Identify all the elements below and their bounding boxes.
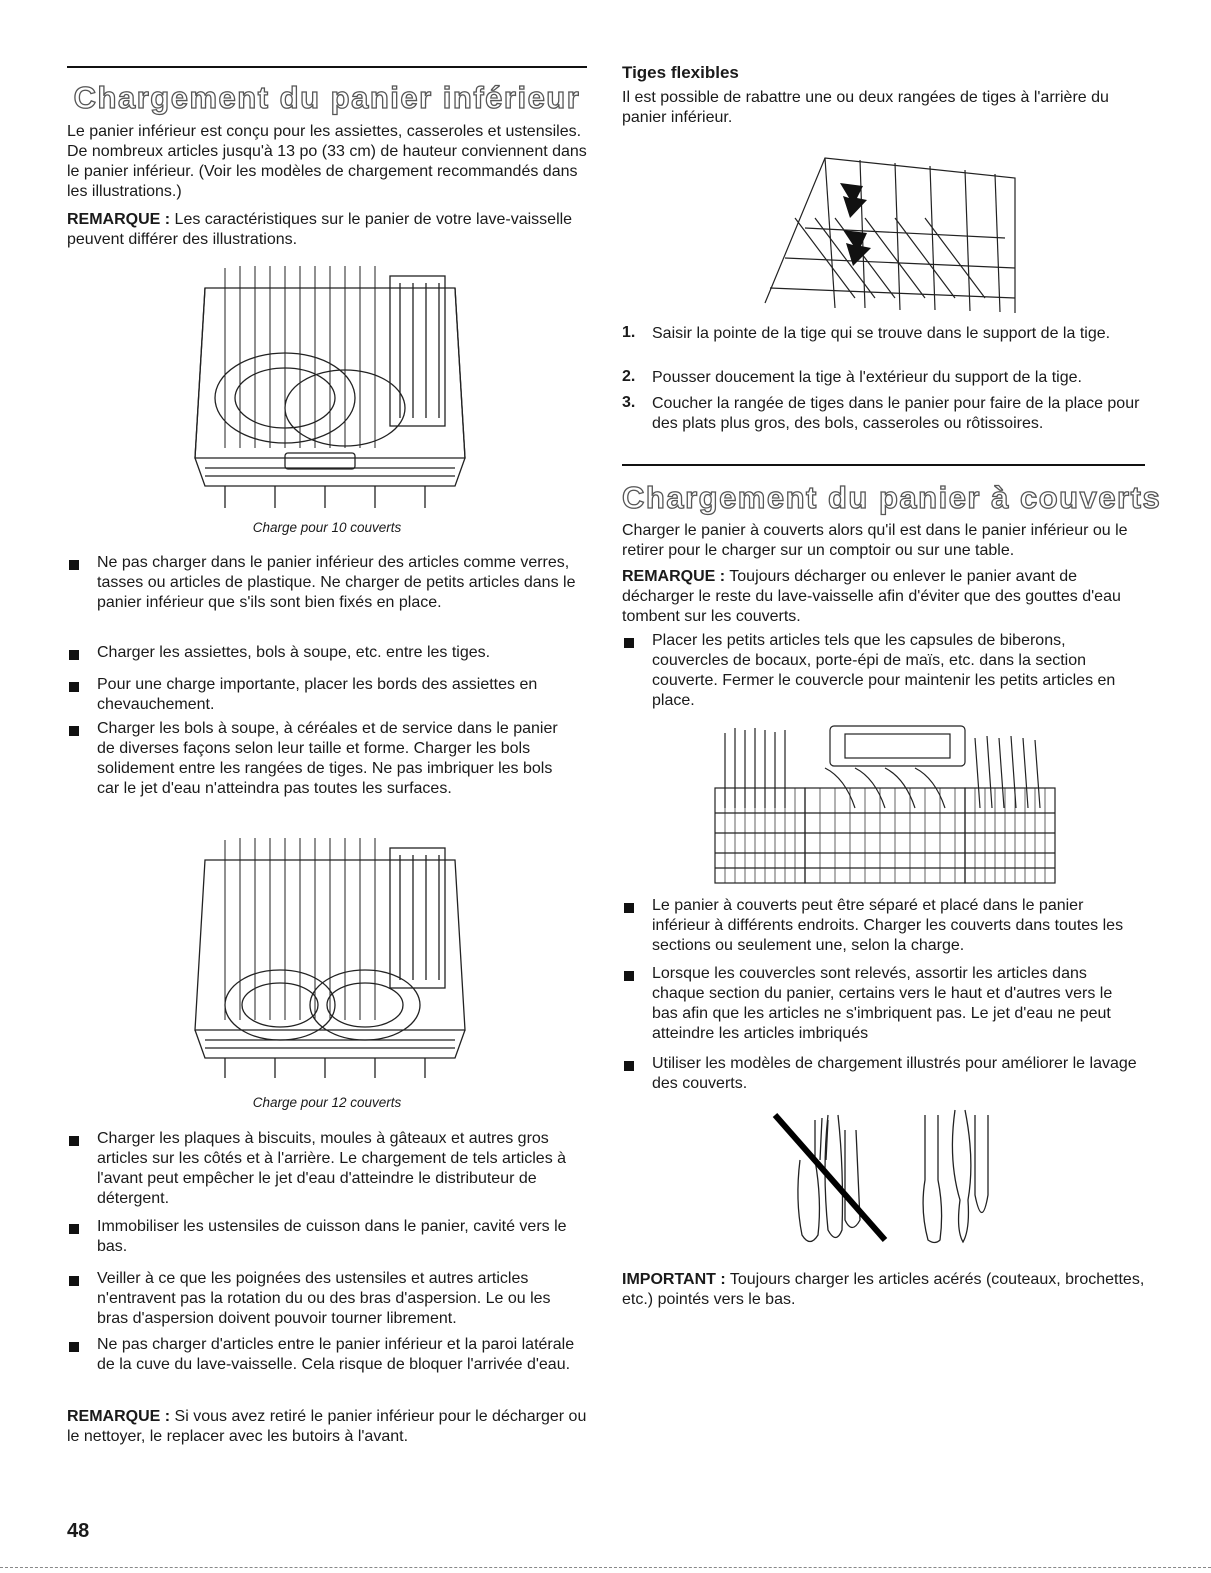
bullet-marker [69,1136,79,1146]
remark-1-text: Les caractéristiques sur le panier de votre lave-vaisselle peuvent différer des illustrations. [67,211,573,248]
page-bottom-border [0,1567,1211,1568]
remark-1 [67,210,587,250]
dish-rack-12-place-illustration [185,830,475,1080]
step-3: Coucher la rangée de tiges dans le panier pour faire de la place pour des plats plus gros, des bols, casseroles ou rôtissoires. [652,395,1140,432]
basket-remark-text: Toujours décharger ou enlever le panier avant de décharger le reste du lave-vaisselle afin d'éviter que des gouttes d'eau tombent sur les couverts. [622,568,1121,625]
bullet-marker [624,903,634,913]
left-top-rule [67,66,587,68]
important-label: IMPORTANT : [622,1271,726,1288]
lower-rack-bullet-1: Ne pas charger dans le panier inférieur des articles comme verres, tasses ou articles de plastique. Ne charger de petits articles dans le panier inférieur que s'ils sont bien fixés en place. [97,554,576,611]
bullet-marker [69,1342,79,1352]
remark-2-text: Si vous avez retiré le panier inférieur pour le décharger ou le nettoyer, le replacer avec les butoirs à l'avant. [67,1408,587,1445]
bullet-marker [69,726,79,736]
lower-rack-bullet-2: Charger les assiettes, bols à soupe, etc. entre les tiges. [97,644,491,661]
bullet-marker [69,1224,79,1234]
bullet-marker [69,560,79,570]
silverware-basket-illustration [705,718,1060,888]
important-note [622,1270,1145,1310]
important-text: Toujours charger les articles acérés (couteaux, brochettes, etc.) pointés vers le bas. [622,1271,1145,1308]
step-number-1: 1. [622,324,636,341]
basket-bullet-4: Utiliser les modèles de chargement illustrés pour améliorer le lavage des couverts. [652,1055,1137,1092]
step-1: Saisir la pointe de la tige qui se trouve dans le support de la tige. [652,325,1111,342]
basket-bullet-1: Placer les petits articles tels que les capsules de biberons, couvercles de bocaux, porte-épi de maïs, etc. dans la section couverte. Fermer le couvercle pour maintenir les petits articles en place. [652,632,1116,709]
utensil-orientation-illustration [760,1100,1000,1250]
step-number-3: 3. [622,394,636,411]
basket-remark [622,567,1145,627]
basket-intro: Charger le panier à couverts alors qu'il est dans le panier inférieur ou le retirer pour le charger sur un comptoir ou sur une table. [622,522,1128,559]
lower-rack-bullet-7: Veiller à ce que les poignées des ustensiles et autres articles n'entravent pas la rotation du ou des bras d'aspersion. Le ou les bras d'aspersion doivent pouvoir tourner librement. [97,1270,551,1327]
remark-2 [67,1407,587,1447]
lower-rack-bullet-8: Ne pas charger d'articles entre le panier inférieur et la paroi latérale de la cuve du lave-vaisselle. Cela risque de bloquer l'arrivée d'eau. [97,1336,575,1373]
lower-rack-bullet-6: Immobiliser les ustensiles de cuisson dans le panier, cavité vers le bas. [97,1218,567,1255]
caption-10-place: Charge pour 10 couverts [252,520,402,535]
bullet-marker [624,638,634,648]
caption-12-place: Charge pour 12 couverts [252,1095,402,1110]
step-2: Pousser doucement la tige à l'extérieur du support de la tige. [652,369,1082,386]
basket-bullet-3: Lorsque les couvercles sont relevés, assortir les articles dans chaque section du panier, certains vers le haut et d'autres vers le bas afin que les articles ne s'imbriquent pas. Le jet d'eau ne peut atteindre les articles imbriqués [652,965,1113,1042]
bullet-marker [624,1061,634,1071]
basket-bullet-2: Le panier à couverts peut être séparé et placé dans le panier inférieur à différents endroits. Charger les couverts dans toutes les sections ou seulement une, selon la charge. [652,897,1124,954]
remark-2-label: REMARQUE : [67,1408,171,1425]
tines-intro: Il est possible de rabattre une ou deux rangées de tiges à l'arrière du panier inférieur. [622,89,1109,126]
lower-rack-bullet-5: Charger les plaques à biscuits, moules à gâteaux et autres gros articles sur les côtés et à l'arrière. Le chargement de tels articles à l'avant peut empêcher le jet d'eau d'atteindre le distributeur de détergent. [97,1130,567,1207]
dish-rack-10-place-illustration [185,258,475,513]
section-title-lower-rack: Chargement du panier inférieur [73,80,581,115]
lower-rack-bullet-3: Pour une charge importante, placer les bords des assiettes en chevauchement. [97,676,538,713]
page-number: 48 [67,1520,90,1542]
bullet-marker [69,682,79,692]
remark-1-label: REMARQUE : [67,211,171,228]
lower-rack-bullet-4: Charger les bols à soupe, à céréales et de service dans le panier de diverses façons selon leur taille et forme. Charger les bols solidement entre les rangées de tiges. Ne pas imbriquer les bols car le jet d'eau n'atteindra pas toutes les surfaces. [97,720,558,797]
right-mid-rule [622,464,1145,466]
section-title-silverware-basket: Chargement du panier à couverts [622,480,1162,515]
bullet-marker [624,971,634,981]
step-number-2: 2. [622,368,636,385]
subtitle-flexible-tines: Tiges flexibles [622,63,739,82]
bullet-marker [69,1276,79,1286]
basket-remark-label: REMARQUE : [622,568,726,585]
lower-rack-intro: Le panier inférieur est conçu pour les assiettes, casseroles et ustensiles. De nombreux articles jusqu'à 13 po (33 cm) de hauteur conviennent dans le panier inférieur. (Voir les modèles de chargement recommandés dans les illustrations.) [67,123,587,200]
bullet-marker [69,650,79,660]
fold-down-tines-illustration [745,138,1025,318]
